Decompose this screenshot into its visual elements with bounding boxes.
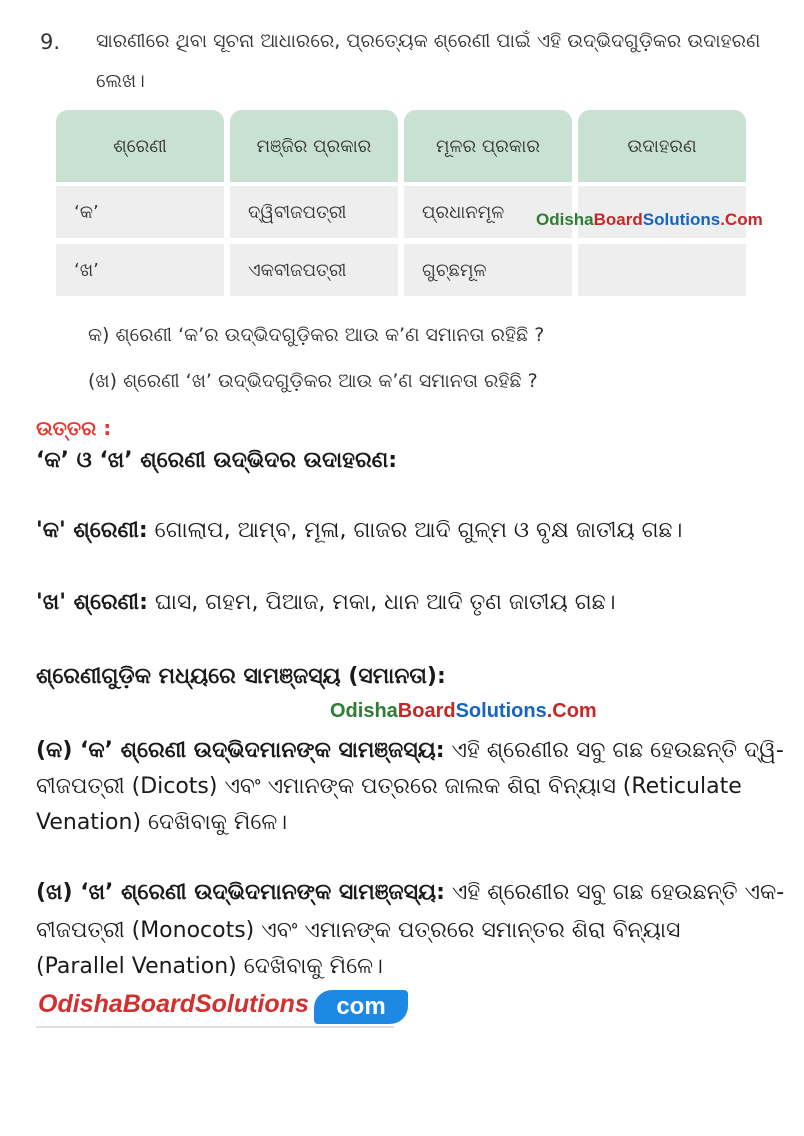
answer-label: ଉତ୍ତର :	[36, 416, 112, 440]
answer-kha-similarity-line-3: (Parallel Venation) ଦେଖିବାକୁ ମିଳେ।	[36, 954, 383, 979]
table-header-seed-type: ମଞ୍ଜିର ପ୍ରକାର	[230, 110, 398, 182]
table-cell: ଦ୍ୱିବୀଜପତ୍ରୀ	[230, 186, 398, 238]
table-cell	[578, 244, 746, 296]
answer-kha-similarity-line-2: ବୀଜପତ୍ରୀ (Monocots) ଏବଂ ଏମାନଙ୍କ ପତ୍ରରେ ସମାନ୍ତର ଶିରା ବିନ୍ୟାସ	[36, 918, 681, 943]
footer-logo	[36, 984, 396, 1030]
answer-ka-similarity-line-1: (କ) ‘କ’ ଶ୍ରେଣୀ ଉଦ୍ଭିଦମାନଙ୍କ ସାମଞ୍ଜସ୍ୟ: ଏହି ଶ୍ରେଣୀର ସବୁ ଗଛ ହେଉଛନ୍ତି ଦ୍ୱି-	[36, 738, 784, 763]
question-text-line-2: ଲେଖ।	[96, 70, 145, 92]
table-header-root-type: ମୂଳର ପ୍ରକାର	[404, 110, 572, 182]
sub-question-kha: (ଖ) ଶ୍ରେଣୀ ‘ଖ’ ଉଦ୍ଭିଦଗୁଡ଼ିକର ଆଉ କ’ଣ ସମାନତା ରହିଛି ?	[88, 370, 538, 392]
table-cell: ‘ଖ’	[56, 244, 224, 296]
footer-logo-underline	[36, 1026, 394, 1028]
table-header-class: ଶ୍ରେଣୀ	[56, 110, 224, 182]
answer-heading-similarity: ଶ୍ରେଣୀଗୁଡ଼ିକ ମଧ୍ୟରେ ସାମଞ୍ଜସ୍ୟ (ସମାନତା):	[36, 664, 446, 689]
answer-ka-examples: 'କ' ଶ୍ରେଣୀ: ଗୋଲାପ, ଆମ୍ବ, ମୂଳା, ଗାଜର ଆଦି ଗୁଳ୍ମ ଓ ବୃକ୍ଷ ଜାତୀୟ ଗଛ।	[36, 518, 683, 543]
table-cell: ଏକବୀଜପତ୍ରୀ	[230, 244, 398, 296]
answer-heading-examples: ‘କ’ ଓ ‘ଖ’ ଶ୍ରେଣୀ ଉଦ୍ଭିଦର ଉଦାହରଣ:	[36, 448, 398, 473]
answer-kha-examples: 'ଖ' ଶ୍ରେଣୀ: ଘାସ, ଗହମ, ପିଆଜ, ମକା, ଧାନ ଆଦି ତୃଣ ଜାତୀୟ ଗଛ।	[36, 590, 616, 615]
question-number: 9.	[40, 30, 61, 54]
table-header-example: ଉଦାହରଣ	[578, 110, 746, 182]
table-cell: ପ୍ରଧାନମୂଳ	[404, 186, 572, 238]
table-cell: ଗୁଚ୍ଛମୂଳ	[404, 244, 572, 296]
sub-question-ka: କ) ଶ୍ରେଣୀ ‘କ’ର ଉଦ୍ଭିଦଗୁଡ଼ିକର ଆଉ କ’ଣ ସମାନତା ରହିଛି ?	[88, 324, 545, 346]
answer-ka-similarity-line-3: Venation) ଦେଖିବାକୁ ମିଳେ।	[36, 810, 288, 835]
footer-logo-text: OdishaBoardSolutions	[38, 990, 309, 1018]
question-text-line-1: ସାରଣୀରେ ଥିବା ସୂଚନା ଆଧାରରେ, ପ୍ରତ୍ୟେକ ଶ୍ରେଣୀ ପାଇଁ ଏହି ଉଦ୍ଭିଦଗୁଡ଼ିକର ଉଦାହରଣ	[96, 30, 761, 52]
footer-logo-pill: com	[314, 990, 408, 1024]
watermark-table: OdishaBoardSolutions.Com	[536, 210, 763, 229]
table-cell: ‘କ’	[56, 186, 224, 238]
watermark-middle: OdishaBoardSolutions.Com	[330, 700, 597, 722]
answer-kha-similarity-line-1: (ଖ) ‘ଖ’ ଶ୍ରେଣୀ ଉଦ୍ଭିଦମାନଙ୍କ ସାମଞ୍ଜସ୍ୟ: ଏହି ଶ୍ରେଣୀର ସବୁ ଗଛ ହେଉଛନ୍ତି ଏକ-	[36, 880, 785, 905]
answer-ka-similarity-line-2: ବୀଜପତ୍ରୀ (Dicots) ଏବଂ ଏମାନଙ୍କ ପତ୍ରରେ ଜାଲକ ଶିରା ବିନ୍ୟାସ (Reticulate	[36, 774, 742, 799]
